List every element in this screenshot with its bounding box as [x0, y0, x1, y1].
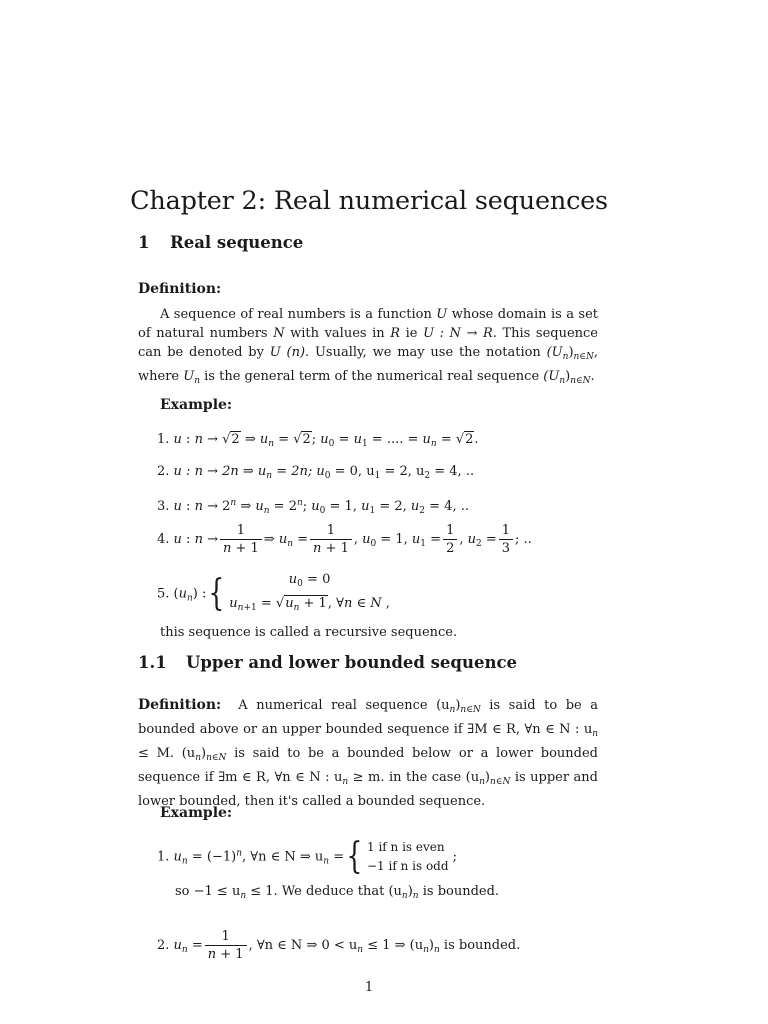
def-text: . This sequence can be denoted by: [138, 326, 599, 360]
def-notation: (U: [546, 345, 563, 360]
def-text: is said to be a bounded below or a lower bounded sequence if: [138, 746, 598, 785]
def-text: (u: [181, 746, 196, 761]
subsection-title: Upper and lower bounded sequence: [186, 653, 517, 672]
item-math: ;: [448, 849, 458, 865]
example-item-2: 2. u : n → 2n ⇒ $u_n = 2n$; $u_0 = 0$, $u_1 = 2$, $u_2 = 4$, ..: [157, 464, 475, 481]
def-text: ≥ m. in the case (u: [348, 770, 480, 785]
def-text: with values in: [284, 326, 391, 341]
def-text: ∃m ∈ R, ∀n ∈ N : u: [218, 770, 343, 785]
def-sub: n∈N: [573, 352, 594, 362]
def-sub: n: [194, 376, 200, 386]
page-number: 1: [364, 980, 374, 995]
def-text: whose domain is a set of natural numbers: [138, 307, 598, 341]
item-number: 4.: [157, 532, 170, 547]
item-math: , ∀n ∈ N ⇒ u: [241, 849, 324, 865]
def-text: . Usually, we may use the notation: [305, 345, 547, 360]
def-text: A sequence of real numbers is a function: [160, 307, 437, 322]
def-text: above or an upper bounded sequence if ∃M ∈ R, ∀n ∈ N : u: [199, 722, 593, 737]
def-var: U: [183, 369, 195, 384]
item-math: , ∀n ∈ N ⇒ 0 < u: [248, 938, 358, 953]
def-text: , where: [138, 345, 598, 384]
def-var: U: [436, 307, 448, 322]
item-math: is bounded.: [418, 884, 500, 899]
def-text: is said to be a bounded: [138, 698, 598, 737]
def-var: U (n): [269, 345, 306, 360]
def-text: A numerical real sequence (u: [238, 698, 450, 713]
section-heading: [138, 233, 303, 252]
subsection-heading: [138, 653, 517, 672]
subsection-number: 1.1: [138, 653, 167, 672]
example-item-1: 1. u : n → √2 ⇒ $u_n = √2$; $u_0 = u_1$ = .... = $u_n = √2$.: [157, 432, 479, 449]
item-math: is bounded.: [439, 938, 521, 953]
item-math: u : n → 2n ⇒ u: [173, 464, 267, 479]
bounded-conclusion: so $-1 \le u_n \le 1$. We deduce that $(u_n)_n$ is bounded.: [175, 884, 500, 901]
def-text: ): [565, 369, 571, 384]
item-number: 5.: [157, 586, 170, 602]
item-math: = 0, u: [330, 464, 375, 479]
def-sub: n: [559, 376, 566, 386]
recursive-note: this sequence is called a recursive sequence.: [160, 625, 458, 640]
bounded-example-2: 2. $u_n$ = $\frac{1}{n + 1}$ , ∀n ∈ N ⇒ $0 < u_n \le 1$ ⇒ $(u_n)_n$ is bounded.: [157, 929, 521, 962]
definition-paragraph: [138, 305, 598, 391]
example-item-4: 4. u : n → $\frac{1}{n + 1}$ ⇒ $u_n$ = $\frac{1}{n + 1}$ , $u_0 = 1$, $u_1$ = $\frac{1}{2}$ , $u_2$ = $\frac{1}{3}$ ; ..: [157, 523, 532, 556]
item-math: u: [173, 849, 182, 865]
def-map: U : N → R: [423, 326, 493, 341]
example-item-5: 5. $(u_n)$ :{ $u_0 = 0$ $u_{n+1} = √u_n + 1$, ∀n ∈ N ,: [157, 572, 390, 614]
item-math: ≤ 1. We deduce that (u: [246, 884, 402, 899]
item-math: = (−1): [187, 849, 237, 865]
item-math: so −1 ≤ u: [175, 884, 241, 899]
def-text: ≤ M.: [138, 746, 175, 761]
example-label: Example:: [160, 397, 233, 413]
bounded-definition: Definition: A numerical real sequence $(u_n)_{n\in N}$ is said to be a bounded above or an upper bounded sequence if ∃M ∈ R, ∀n ∈ N : $u_n \le M$. $(u_n)_{n\in N}$ is said to be a bounded below or a lower bounded sequence if ∃m ∈ R, ∀n ∈ N : $u_n \ge m$. in the case $(u_n)_{n\in N}$ is upper and lower bounded, then it's called a bounded sequence.: [138, 697, 598, 809]
def-text: ): [568, 345, 574, 360]
def-sub: n: [562, 352, 569, 362]
example-item-3: 3. u : $n \to 2^n$ ⇒ $u_n = 2^n$; $u_0 = 1$, $u_1 = 2$, $u_2 = 4$, ..: [157, 498, 469, 516]
section-title: Real sequence: [170, 233, 304, 252]
item-math: =: [329, 849, 345, 865]
item-math: = 2, u: [380, 464, 425, 479]
item-number: 2.: [157, 938, 170, 953]
def-text: is upper and lower: [138, 770, 598, 809]
def-var: N: [273, 326, 285, 341]
item-math: = 2n; u: [272, 464, 325, 479]
case-line: −1 if n is odd: [367, 859, 449, 873]
item-number: 1.: [157, 849, 170, 865]
def-text: .: [590, 369, 595, 384]
bounded-example-1: 1. $u_n = (-1)^n$, ∀n ∈ N ⇒ $u_n$ ={ 1 if n is even −1 if n is odd ;: [157, 836, 458, 877]
item-number: 3.: [157, 499, 170, 514]
def-text: bounded, then it's called a bounded sequence.: [179, 794, 486, 809]
item-math: = 4, ..: [430, 464, 475, 479]
def-text: ie: [400, 326, 424, 341]
def-text: is the general term of the numerical real sequence: [200, 369, 544, 384]
def-notation: (U: [543, 369, 560, 384]
def-sub: n∈N: [570, 376, 591, 386]
example-label-2: Example:: [160, 805, 233, 821]
case-line: 1 if n is even: [367, 840, 445, 854]
definition-label: Definition:: [138, 697, 222, 713]
section-number: 1: [138, 233, 150, 252]
item-math: u: [173, 938, 182, 953]
item-math: ≤ 1 ⇒ (u: [363, 938, 424, 953]
def-var: R: [390, 326, 401, 341]
item-number: 1.: [157, 432, 170, 447]
definition-label: Definition:: [138, 281, 222, 297]
item-number: 2.: [157, 464, 170, 479]
item-math: =: [187, 938, 203, 953]
chapter-title: Chapter 2: Real numerical sequences: [130, 186, 608, 216]
